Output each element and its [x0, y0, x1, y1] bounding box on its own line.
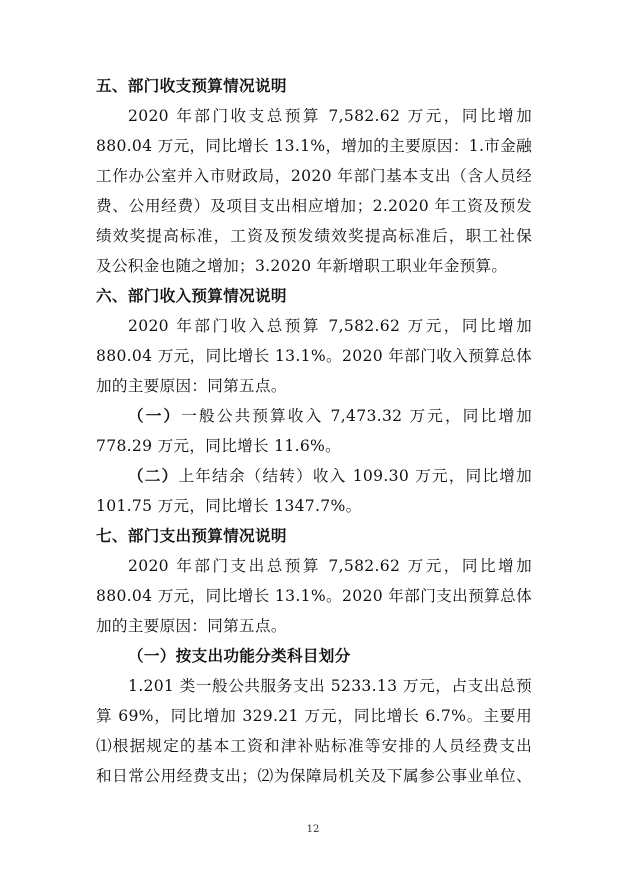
section-6-item-2-text: 上年结余（结转）收入 109.30 万元，同比增加	[178, 467, 532, 485]
section-5-line-1: 2020 年部门收支总预算 7,582.62 万元，同比增加	[128, 107, 532, 125]
section-5-heading: 五、部门收支预算情况说明	[96, 77, 287, 95]
section-5-line-3: 工作办公室并入市财政局，2020 年部门基本支出（含人员经	[96, 167, 532, 185]
section-6-line-3: 加的主要原因：同第五点。	[96, 377, 287, 395]
section-7-para-line-3: ⑴根据规定的基本工资和津补贴标准等安排的人员经费支出	[96, 737, 532, 755]
section-6-item-1-text: 一般公共预算收入 7,473.32 万元，同比增加	[181, 407, 532, 425]
section-5-line-6: 及公积金也随之增加；3.2020 年新增职工职业年金预算。	[96, 257, 508, 275]
section-7-para-line-2: 算 69%，同比增加 329.21 万元，同比增长 6.7%。主要用	[96, 707, 532, 725]
section-7-line-3: 加的主要原因：同第五点。	[96, 617, 287, 635]
section-6-item-1-line-1	[128, 406, 532, 426]
section-6-item-2-label: （二）	[128, 467, 179, 485]
section-7-line-2: 880.04 万元，同比增长 13.1%。2020 年部门支出预算总体	[96, 587, 532, 605]
page-number: 12	[306, 824, 320, 835]
section-6-item-2-line-1	[128, 466, 532, 486]
section-7-heading: 七、部门支出预算情况说明	[96, 527, 287, 545]
section-7-para-line-1: 1.201 类一般公共服务支出 5233.13 万元，占支出总预	[128, 677, 532, 695]
section-6-item-2-line-2: 101.75 万元，同比增长 1347.7%。	[96, 497, 362, 515]
section-6-item-1-label: （一）	[128, 407, 182, 425]
section-7-para-line-4: 和日常公用经费支出；⑵为保障局机关及下属参公事业单位、	[96, 767, 532, 785]
section-5-line-5: 绩效奖提高标准，工资及预发绩效奖提高标准后，职工社保	[96, 227, 532, 245]
section-7-sub-heading: （一）按支出功能分类科目划分	[128, 647, 351, 665]
section-7-line-1: 2020 年部门支出总预算 7,582.62 万元，同比增加	[128, 557, 532, 575]
section-6-line-2: 880.04 万元，同比增长 13.1%。2020 年部门收入预算总体	[96, 347, 532, 365]
section-6-item-1-line-2: 778.29 万元，同比增长 11.6%。	[96, 437, 342, 455]
section-6-heading: 六、部门收入预算情况说明	[96, 287, 287, 305]
section-5-line-2: 880.04 万元，同比增长 13.1%，增加的主要原因：1.市金融	[96, 137, 532, 155]
section-5-line-4: 费、公用经费）及项目支出相应增加；2.2020 年工资及预发	[96, 197, 532, 215]
section-6-line-1: 2020 年部门收入总预算 7,582.62 万元，同比增加	[128, 317, 532, 335]
